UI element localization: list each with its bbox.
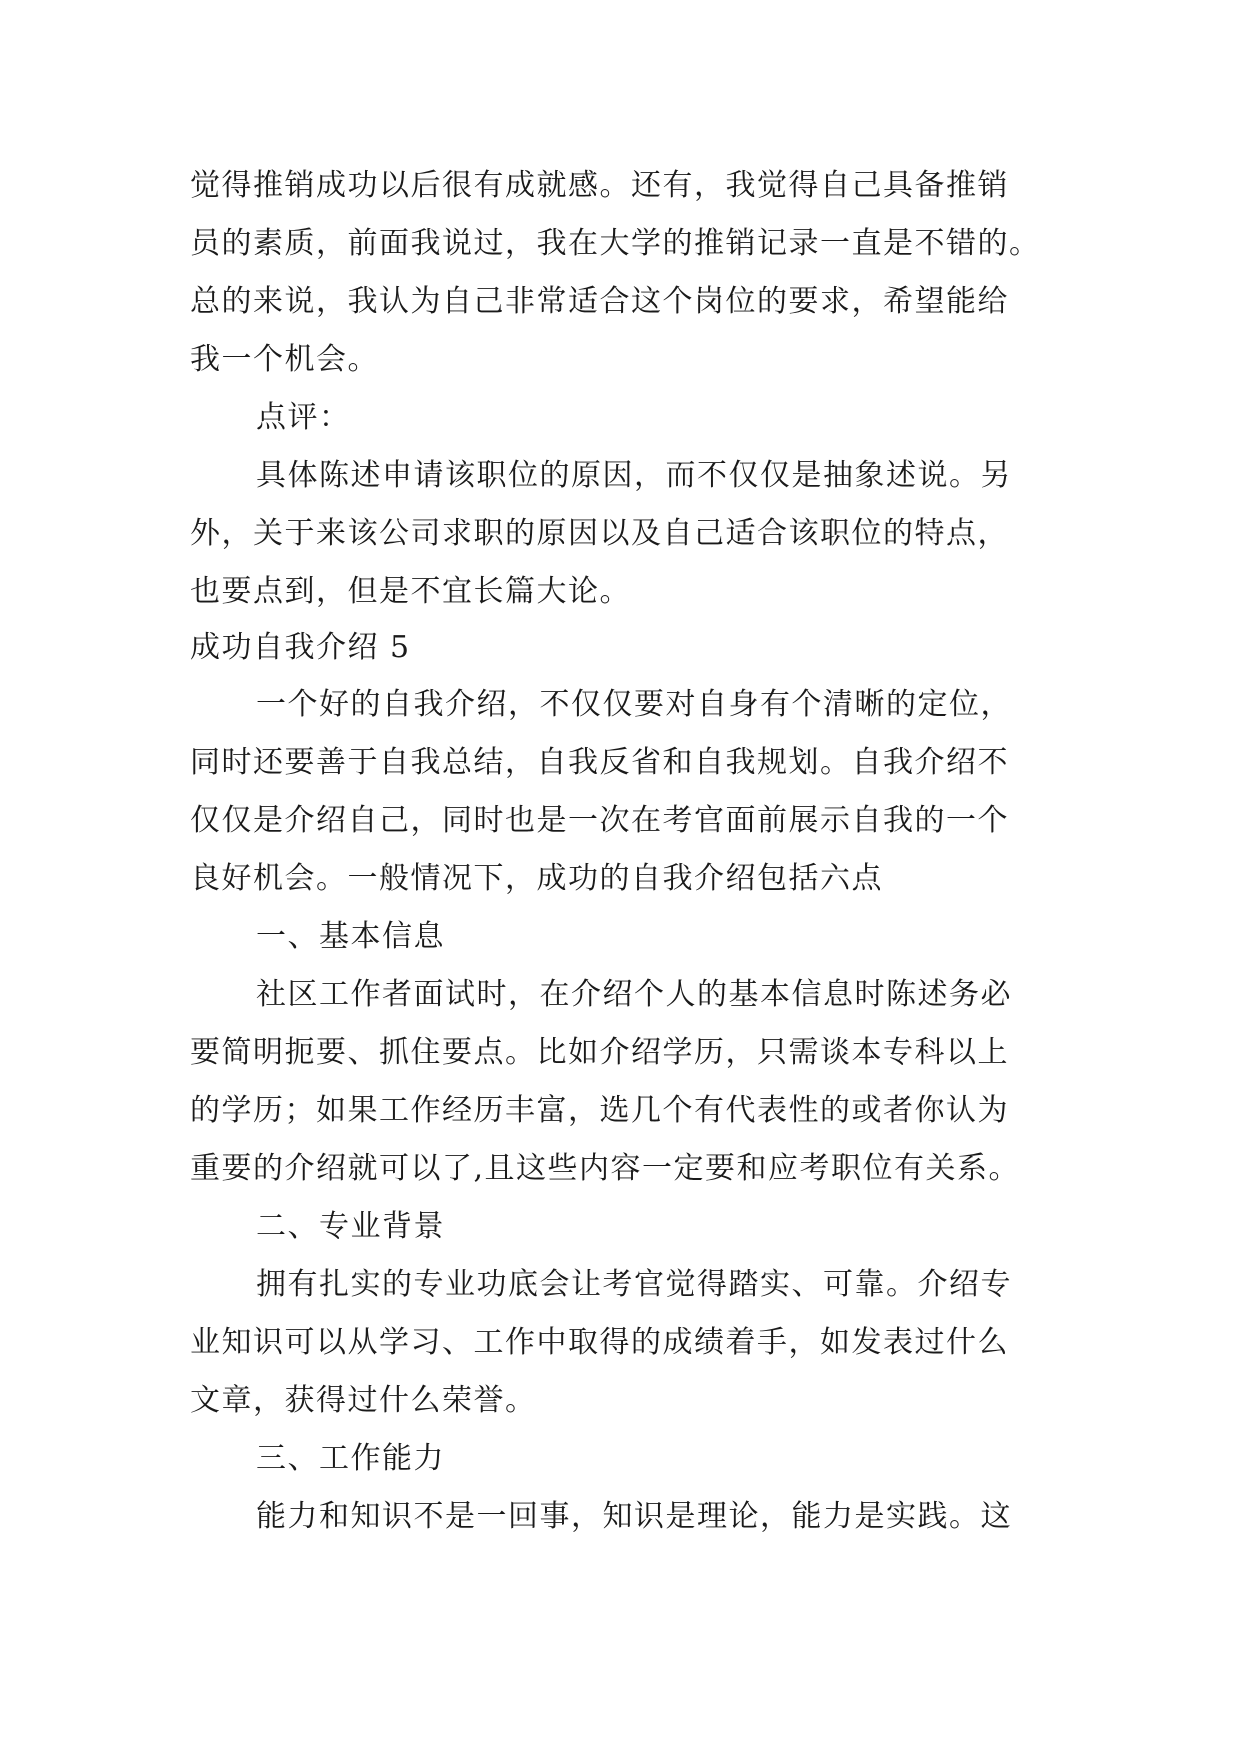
text-line: 良好机会。一般情况下，成功的自我介绍包括六点 [190,861,883,896]
subsection-heading: 二、专业背景 [256,1209,445,1244]
text-line: 外，关于来该公司求职的原因以及自己适合该职位的特点， [190,516,1009,551]
text-line: 我一个机会。 [190,342,379,377]
text-line: 同时还要善于自我总结，自我反省和自我规划。自我介绍不 [190,745,1009,780]
text-line: 社区工作者面试时，在介绍个人的基本信息时陈述务必 [256,977,1012,1012]
text-line: 一个好的自我介绍，不仅仅要对自身有个清晰的定位， [256,687,1012,722]
text-line: 文章，获得过什么荣誉。 [190,1383,537,1418]
text-line: 的学历；如果工作经历丰富，选几个有代表性的或者你认为 [190,1093,1009,1128]
subsection-heading: 一、基本信息 [256,919,445,954]
text-line: 仅仅是介绍自己，同时也是一次在考官面前展示自我的一个 [190,803,1009,838]
text-line: 拥有扎实的专业功底会让考官觉得踏实、可靠。介绍专 [256,1267,1012,1302]
text-line: 觉得推销成功以后很有成就感。还有，我觉得自己具备推销 [190,168,1009,203]
text-line: 总的来说，我认为自己非常适合这个岗位的要求，希望能给 [190,284,1009,319]
section-label: 点评： [256,400,351,435]
text-line: 业知识可以从学习、工作中取得的成绩着手，如发表过什么 [190,1325,1009,1360]
text-line: 具体陈述申请该职位的原因，而不仅仅是抽象述说。另 [256,458,1012,493]
section-heading: 成功自我介绍 5 [190,630,411,665]
text-line: 能力和知识不是一回事，知识是理论，能力是实践。这 [256,1499,1012,1534]
subsection-heading: 三、工作能力 [256,1441,445,1476]
text-line: 也要点到，但是不宜长篇大论。 [190,574,631,609]
text-line: 重要的介绍就可以了,且这些内容一定要和应考职位有关系。 [190,1151,1021,1186]
text-line: 要简明扼要、抓住要点。比如介绍学历，只需谈本专科以上 [190,1035,1009,1070]
text-line: 员的素质，前面我说过，我在大学的推销记录一直是不错的。 [190,226,1041,261]
